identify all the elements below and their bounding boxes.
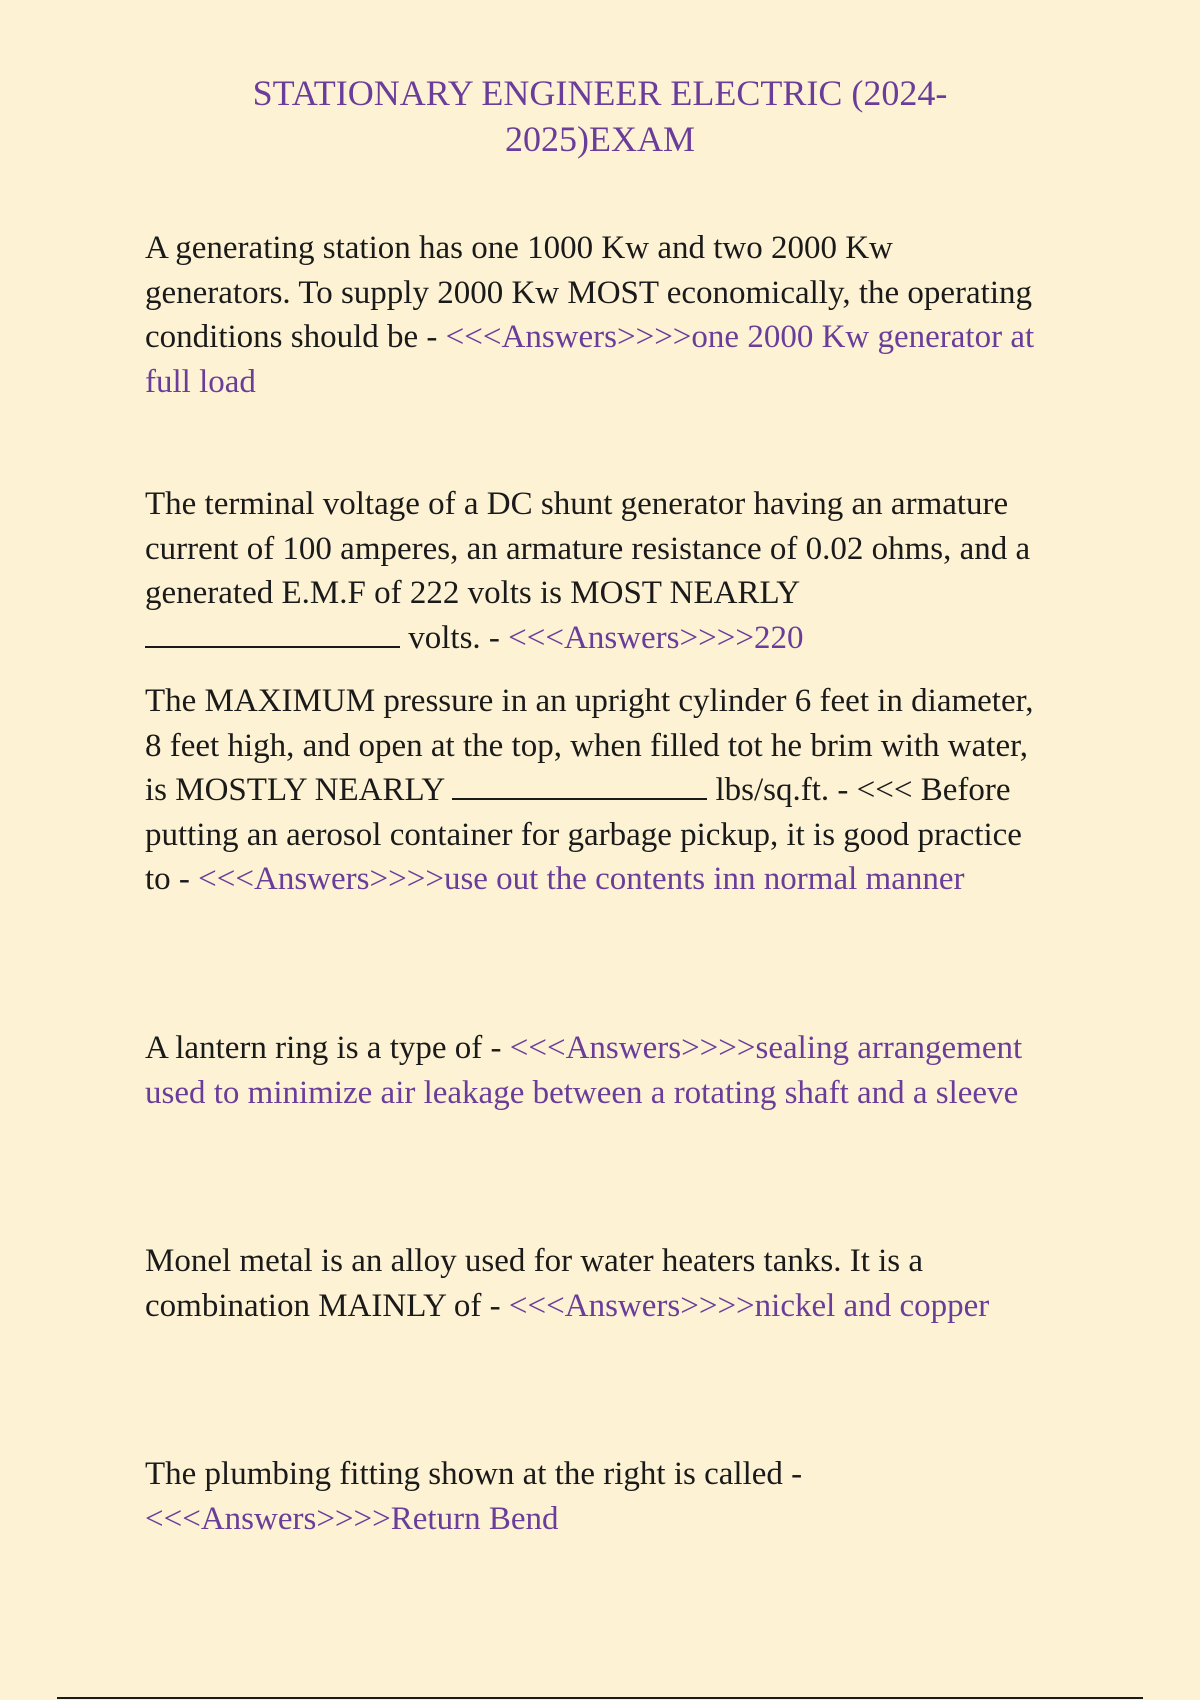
page-title: STATIONARY ENGINEER ELECTRIC (2024-2025)EXAM: [252, 73, 948, 159]
question-text: The terminal voltage of a DC shunt generator having an armature current of 100 amperes, an armature resistance of 0.02 ohms, and a generated E.M.F of 222 volts is MOST NEARLY: [145, 486, 1031, 611]
answer-text: sealing arrangement used to minimize air leakage between a rotating shaft and a sleeve: [145, 1030, 1023, 1111]
answer-marker: <<<Answers>>>>: [509, 1030, 756, 1066]
answer-text: use out the contents inn normal manner: [443, 861, 965, 897]
answer-marker: <<<Answers>>>>: [508, 619, 754, 656]
fill-in-blank: [452, 772, 707, 800]
question-text: The plumbing fitting shown at the right is called -: [145, 1456, 803, 1492]
answer-text: Return Bend: [390, 1500, 559, 1537]
page-divider: [57, 1697, 1143, 1699]
answer-marker: <<<Answers>>>>: [198, 861, 444, 897]
answer-marker: <<<Answers>>>>: [508, 1287, 755, 1324]
qa-item-1: [145, 226, 1045, 404]
question-text: A generating station has one 1000 Kw and two 2000 Kw generators. To supply 2000 Kw MOST economically, the operating conditions should be -: [145, 230, 1033, 355]
qa-item-3: [145, 679, 1045, 902]
question-text: Monel metal is an alloy used for water heaters tanks. It is a combination MAINLY of -: [145, 1243, 924, 1324]
qa-item-2: [145, 482, 1045, 660]
answer-marker: <<<Answers>>>>: [145, 1500, 391, 1537]
fill-in-blank: [145, 620, 400, 648]
qa-item-4: [145, 1026, 1045, 1115]
answer-text: one 2000 Kw generator at full load: [145, 319, 1035, 400]
qa-item-6: [145, 1452, 1045, 1541]
question-text: The MAXIMUM pressure in an upright cylinder 6 feet in diameter, 8 feet high, and open at the top, when filled tot he brim with water, is MOSTLY NEARLY: [145, 683, 1034, 808]
answer-text: nickel and copper: [754, 1287, 990, 1324]
answer-marker: <<<Answers>>>>: [445, 319, 692, 355]
question-text: A lantern ring is a type of -: [145, 1030, 510, 1066]
qa-item-5: [145, 1239, 1045, 1328]
question-text-end: lbs/sq.ft. - <<< Before putting an aerosol container for garbage pickup, it is good practice to -: [145, 772, 1022, 897]
answer-text: 220: [753, 619, 804, 656]
question-text-end: volts. -: [400, 619, 509, 656]
